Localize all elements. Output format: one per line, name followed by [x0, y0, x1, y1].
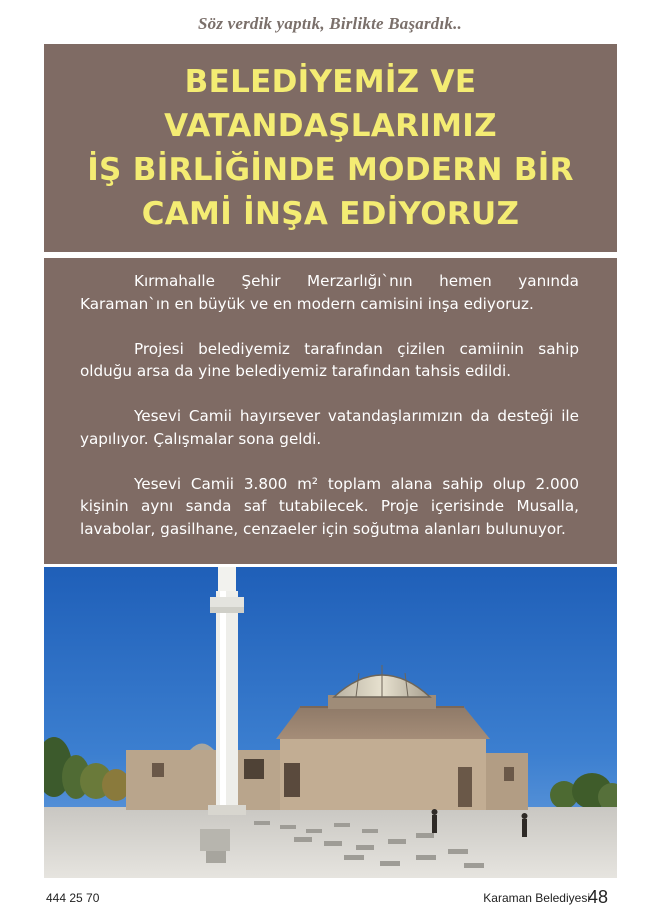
- footer-phone: 444 25 70: [46, 891, 100, 905]
- page-number: 48: [588, 887, 609, 907]
- headline-box: [44, 44, 617, 252]
- headline-line: CAMİ İNŞA EDİYORUZ: [141, 196, 520, 232]
- article-paragraph: Kırmahalle Şehir Merzarlığı`nın hemen yanında Karaman`ın en büyük ve en modern camisini inşa ediyoruz.: [80, 272, 579, 313]
- footer-organization: Karaman Belediyesi: [483, 891, 590, 905]
- article-paragraph: Projesi belediyemiz tarafından çizilen camiinin sahip olduğu arsa da yine belediyemiz tarafından tahsis edildi.: [80, 339, 579, 380]
- headline-line: BELEDİYEMİZ VE: [184, 64, 477, 100]
- mosque-photo: [44, 567, 617, 878]
- mosque-photo-illustration: [44, 567, 617, 878]
- page-slogan: Söz verdik yaptık, Birlikte Başardık..: [197, 14, 463, 33]
- headline-line: İŞ BİRLİĞİNDE MODERN BİR: [87, 152, 574, 188]
- article-paragraph: Yesevi Camii hayırsever vatandaşlarımızın da desteği ile yapılıyor. Çalışmalar sona geldi.: [80, 407, 579, 448]
- article-paragraph: Yesevi Camii 3.800 m² toplam alana sahip olup 2.000 kişinin aynı sanda saf tutabilecek. Proje içerisinde Musalla, lavabolar, gasilhane, cenzaeler için soğutma alanları bulunuyor.: [80, 474, 579, 538]
- headline-line: VATANDAŞLARIMIZ: [164, 108, 497, 144]
- article-body: [44, 258, 617, 564]
